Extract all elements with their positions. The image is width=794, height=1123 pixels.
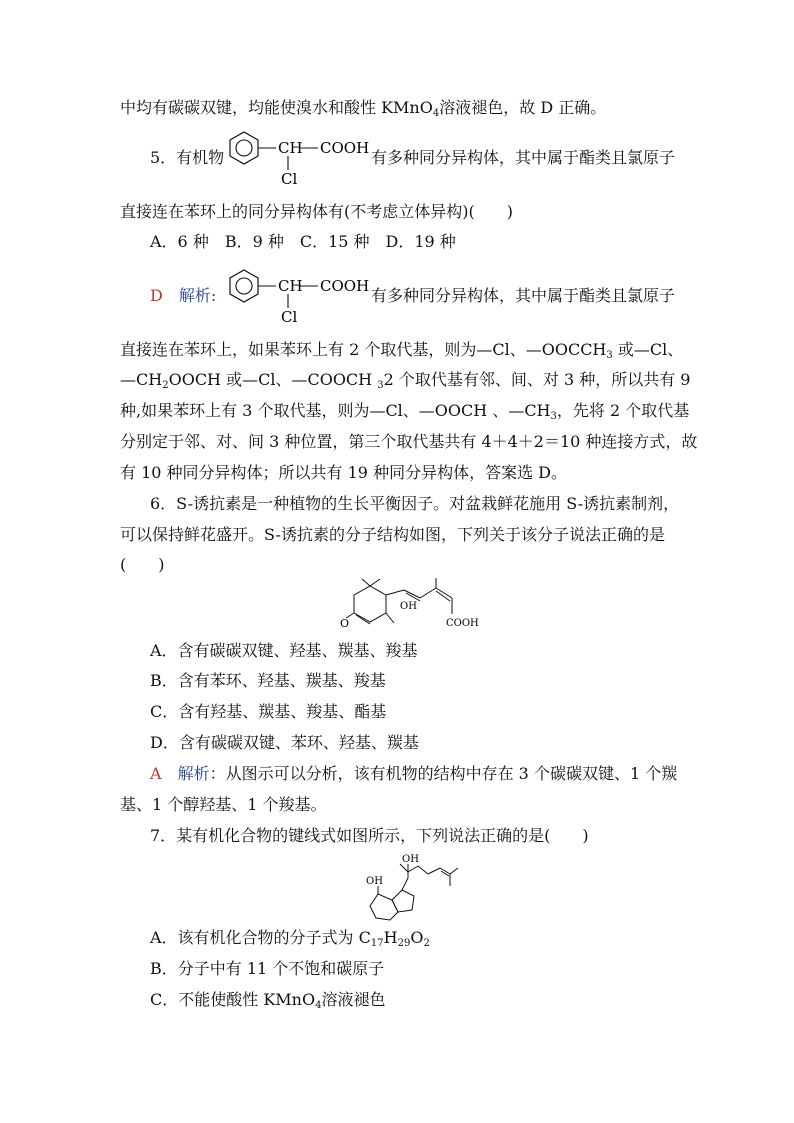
q5-analysis-line5: 有 10 种同分异构体；所以共有 19 种同分异构体，答案选 D。 bbox=[120, 463, 567, 482]
q5-analysis-line4: 分别定于邻、对、间 3 种位置，第三个取代基共有 4＋4＋2＝10 种连接方式，故 bbox=[120, 432, 698, 451]
q6-option-d: D．含有碳碳双键、苯环、羟基、羰基 bbox=[150, 733, 419, 752]
q7-option-a: A．该有机化合物的分子式为 $C_{17}H_{29}O_2$ bbox=[150, 928, 430, 949]
q6-mol-cooh: COOH bbox=[446, 618, 479, 629]
q6-mol-o: O bbox=[340, 617, 350, 630]
q5-analysis-line3: 种,如果苯环上有 3 个取代基，则为—Cl、—OOCH 、$—CH_3$，先将 2 个取代基 bbox=[120, 401, 690, 422]
q6-option-b: B．含有苯环、羟基、羰基、羧基 bbox=[150, 671, 386, 690]
q5a-mol-cooh: COOH bbox=[320, 277, 370, 295]
q4-conclusion: 中均有碳碳双键，均能使溴水和酸性 KMnO$_4$溶液褪色，故 D 正确。 bbox=[120, 98, 607, 119]
q5-answer-letter: D bbox=[150, 286, 163, 305]
q5-stem-line2: 直接连在苯环上的同分异构体有(不考虑立体异构)( ) bbox=[120, 202, 513, 221]
q6-analysis-line2: 基、1 个醇羟基、1 个羧基。 bbox=[120, 795, 327, 814]
q7-option-c: C．不能使酸性 KMnO$_4$溶液褪色 bbox=[150, 990, 386, 1011]
q5a-mol-ch: CH bbox=[278, 277, 303, 295]
q5-analysis-head bbox=[150, 286, 216, 306]
q6-stem-line3: ( ) bbox=[120, 555, 165, 574]
q5-analysis-label: 解析: bbox=[178, 286, 217, 305]
q6-stem-line2: 可以保持鲜花盛开。S-诱抗素的分子结构如图，下列关于该分子说法正确的是 bbox=[120, 525, 665, 544]
q5a-mol-cl: Cl bbox=[281, 308, 298, 326]
q5-analysis-line2: $—CH_2OOCH$ 或—Cl、—COOCH $_3$2 个取代基有邻、间、对 3 种，所以共有 9 bbox=[120, 370, 691, 391]
q6-answer-letter: A bbox=[150, 764, 162, 783]
q5-analysis-line1: 直接连在苯环上，如果苯环上有 2 个取代基，则为—Cl、$—OOCCH_3$ 或—Cl、 bbox=[120, 340, 684, 361]
q6-option-a: A．含有碳碳双键、羟基、羰基、羧基 bbox=[150, 641, 418, 660]
q5-options: A．6 种 B．9 种 C．15 种 D．19 种 bbox=[150, 232, 456, 251]
q6-analysis-line1: A 解析：从图示可以分析，该有机物的结构中存在 3 个碳碳双键、1 个羰 bbox=[150, 764, 678, 783]
q6-molecule-diagram bbox=[340, 578, 490, 636]
q5-stem-prefix: 5．有机物 bbox=[150, 148, 225, 167]
q7-molecule-diagram bbox=[362, 852, 462, 922]
q7-stem: 7．某有机化合物的键线式如图所示，下列说法正确的是( ) bbox=[150, 826, 589, 845]
q6-analysis-label: 解析 bbox=[177, 764, 210, 783]
q7-mol-oh-top: OH bbox=[402, 854, 419, 865]
q5-mol-cooh: COOH bbox=[320, 139, 370, 157]
q5-analysis-suffix: 有多种同分异构体，其中属于酯类且氯原子 bbox=[371, 286, 676, 305]
q5-mol-cl: Cl bbox=[281, 170, 298, 188]
q6-option-c: C．含有羟基、羰基、羧基、酯基 bbox=[150, 702, 387, 721]
q5-stem-suffix: 有多种同分异构体，其中属于酯类且氯原子 bbox=[371, 148, 676, 167]
q5-mol-ch: CH bbox=[278, 139, 303, 157]
q7-mol-oh-left: OH bbox=[366, 876, 383, 887]
q7-option-b: B．分子中有 11 个不饱和碳原子 bbox=[150, 959, 385, 978]
q5-molecule-diagram bbox=[224, 126, 372, 188]
q6-mol-oh: OH bbox=[400, 601, 417, 612]
benzene-ring-icon bbox=[230, 132, 258, 164]
q6-stem-line1: 6．S-诱抗素是一种植物的生长平衡因子。对盆栽鲜花施用 S-诱抗素制剂， bbox=[150, 494, 680, 513]
benzene-ring-icon bbox=[230, 270, 258, 302]
q5-analysis-molecule-diagram bbox=[224, 264, 372, 326]
